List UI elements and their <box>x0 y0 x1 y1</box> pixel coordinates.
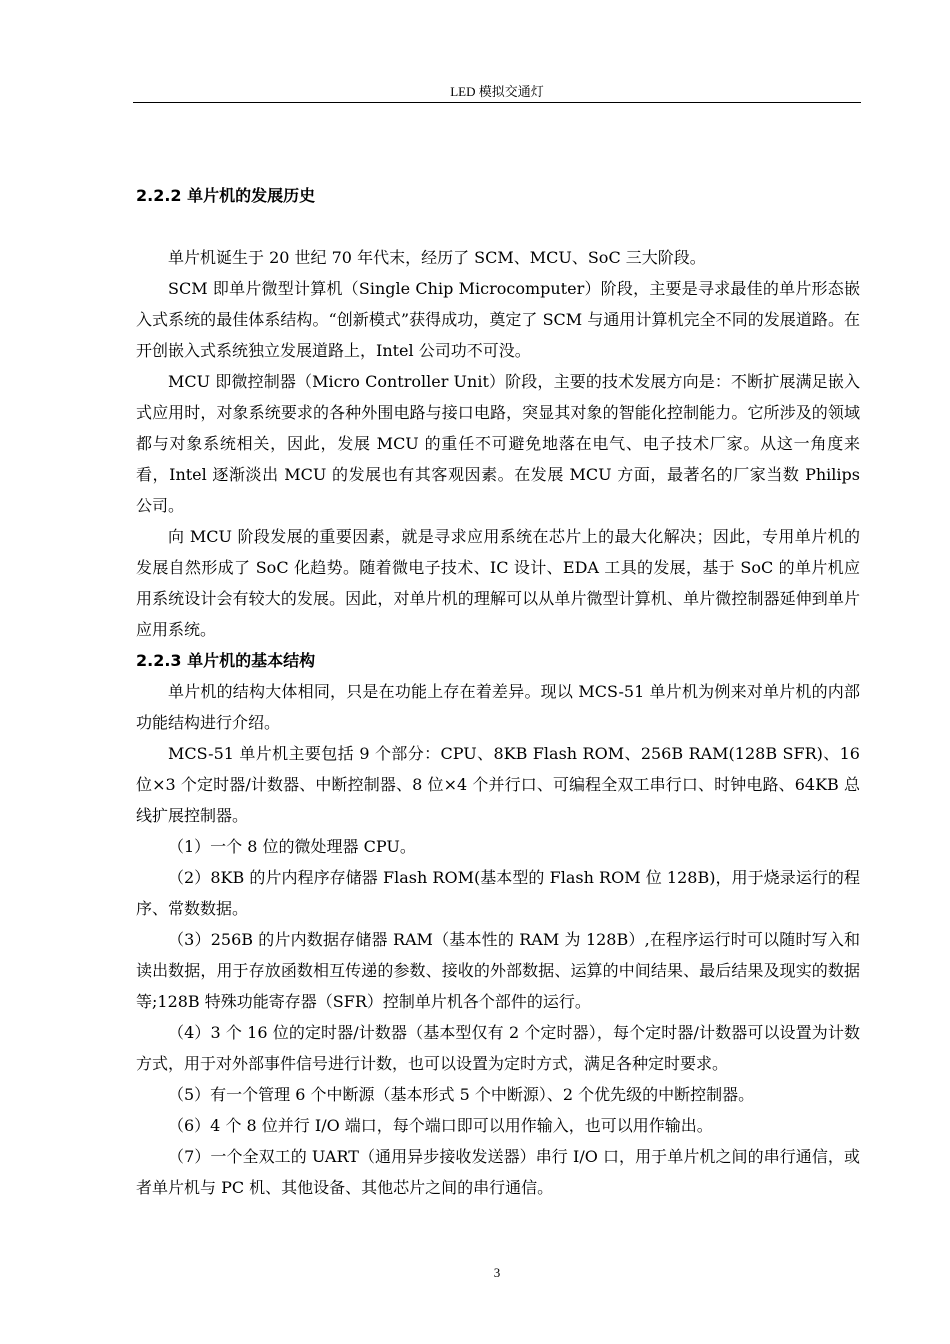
list-item: （5）有一个管理 6 个中断源（基本形式 5 个中断源）、2 个优先级的中断控制器。 <box>168 1085 755 1104</box>
list-item: （4）3 个 16 位的定时器/计数器（基本型仅有 2 个定时器），每个定时器/计数器可以设置为计数方式，用于对外部事件信号进行计数，也可以设置为定时方式，满足各种定时要求。 <box>136 1023 860 1073</box>
list-item: （3）256B 的片内数据存储器 RAM（基本性的 RAM 为 128B）,在程序运行时可以随时写入和读出数据，用于存放函数相互传递的参数、接收的外部数据、运算的中间结果、最后结果及现实的数据等;128B 特殊功能寄存器（SFR）控制单片机各个部件的运行。 <box>136 930 860 1011</box>
paragraph: 单片机的结构大体相同，只是在功能上存在着差异。现以 MCS-51 单片机为例来对单片机的内部功能结构进行介绍。 <box>136 682 860 732</box>
section-heading-2-2-2: 2.2.2 单片机的发展历史 <box>136 186 316 205</box>
page-number: 3 <box>493 1265 501 1280</box>
list-item: （6）4 个 8 位并行 I/O 端口，每个端口即可以用作输入，也可以用作输出。 <box>168 1116 713 1135</box>
page-header: LED 模拟交通灯 <box>450 84 544 99</box>
document-body <box>136 180 860 1203</box>
header-divider <box>133 102 861 103</box>
paragraph: 向 MCU 阶段发展的重要因素，就是寻求应用系统在芯片上的最大化解决；因此，专用单片机的发展自然形成了 SoC 化趋势。随着微电子技术、IC 设计、EDA 工具的发展，基于 SoC 的单片机应用系统设计会有较大的发展。因此，对单片机的理解可以从单片微型计算机、单片微控制器延伸到单片应用系统。 <box>136 527 860 639</box>
list-item: （1）一个 8 位的微处理器 CPU。 <box>168 837 416 856</box>
paragraph: SCM 即单片微型计算机（Single Chip Microcomputer）阶段，主要是寻求最佳的单片形态嵌入式系统的最佳体系结构。“创新模式”获得成功，奠定了 SCM 与通用计算机完全不同的发展道路。在开创嵌入式系统独立发展道路上，Intel 公司功不可没。 <box>136 279 860 360</box>
paragraph: 单片机诞生于 20 世纪 70 年代末，经历了 SCM、MCU、SoC 三大阶段。 <box>168 248 706 267</box>
section-heading-2-2-3: 2.2.3 单片机的基本结构 <box>136 651 316 670</box>
paragraph: MCS-51 单片机主要包括 9 个部分：CPU、8KB Flash ROM、256B RAM(128B SFR)、16 位×3 个定时器/计数器、中断控制器、8 位×4 个并行口、可编程全双工串行口、时钟电路、64KB 总线扩展控制器。 <box>136 744 860 825</box>
list-item: （2）8KB 的片内程序存储器 Flash ROM(基本型的 Flash ROM 位 128B)，用于烧录运行的程序、常数数据。 <box>136 868 860 918</box>
paragraph: MCU 即微控制器（Micro Controller Unit）阶段，主要的技术发展方向是：不断扩展满足嵌入式应用时，对象系统要求的各种外围电路与接口电路，突显其对象的智能化控制能力。它所涉及的领域都与对象系统相关，因此，发展 MCU 的重任不可避免地落在电气、电子技术厂家。从这一角度来看，Intel 逐渐淡出 MCU 的发展也有其客观因素。在发展 MCU 方面，最著名的厂家当数 Philips 公司。 <box>136 372 860 515</box>
list-item: （7）一个全双工的 UART（通用异步接收发送器）串行 I/O 口，用于单片机之间的串行通信，或者单片机与 PC 机、其他设备、其他芯片之间的串行通信。 <box>136 1147 860 1197</box>
spacer <box>136 211 860 242</box>
